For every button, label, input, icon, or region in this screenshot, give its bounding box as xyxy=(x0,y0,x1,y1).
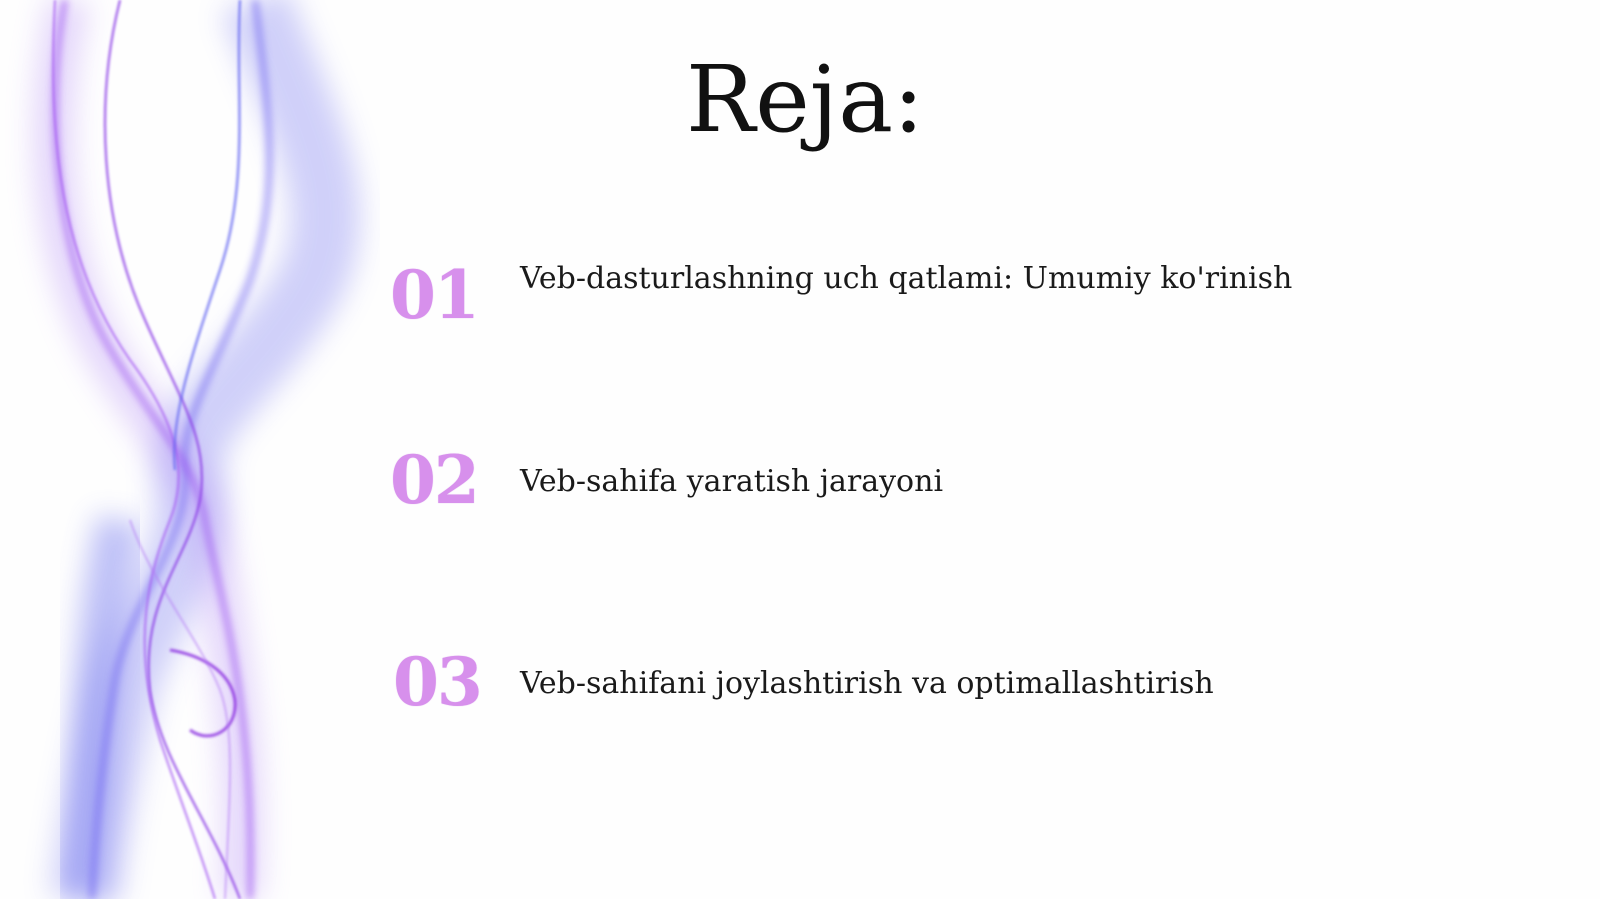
item-number: 02 xyxy=(390,441,478,519)
item-text: Veb-sahifani joylashtirish va optimallashtirish xyxy=(520,666,1214,701)
item-text: Veb-dasturlashning uch qatlami: Umumiy ko'rinish xyxy=(520,261,1293,296)
plan-item-1 xyxy=(390,255,1490,345)
plan-item-2 xyxy=(390,440,1490,530)
slide-title: Reja: xyxy=(685,46,925,153)
item-text: Veb-sahifa yaratish jarayoni xyxy=(520,464,944,499)
item-number: 03 xyxy=(393,643,481,721)
item-number: 01 xyxy=(390,256,478,334)
plan-item-3 xyxy=(390,642,1490,732)
